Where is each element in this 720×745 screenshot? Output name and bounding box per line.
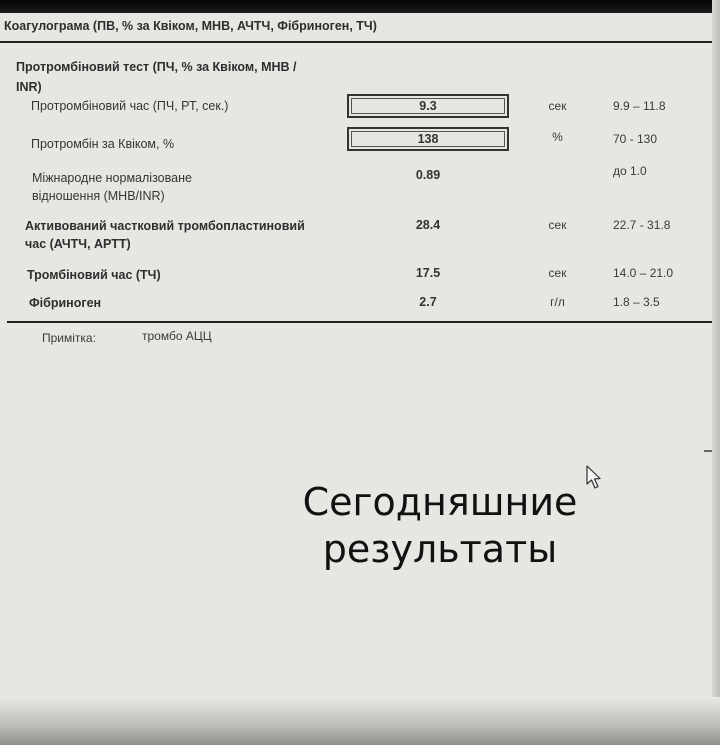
report-title: Коагулограма (ПВ, % за Квіком, МНВ, АЧТЧ, Фібриноген, ТЧ) — [4, 19, 377, 33]
row-value: 28.4 — [415, 218, 441, 232]
row-value: 0.89 — [415, 168, 441, 182]
row-value: 17.5 — [415, 266, 441, 280]
row-reference-range: 9.9 – 11.8 — [613, 99, 666, 113]
row-unit: % — [552, 130, 563, 144]
note-label: Примітка: — [42, 331, 96, 345]
note-value: тромбо АЦЦ — [142, 329, 212, 343]
row-reference-range: до 1.0 — [613, 164, 647, 178]
row-reference-range: 1.8 – 3.5 — [613, 295, 660, 309]
row-label: Протромбін за Квіком, % — [31, 137, 175, 151]
scroll-edge-mark — [704, 450, 712, 452]
overlay-caption-line: Сегодняшние — [302, 480, 578, 524]
row-unit: сек — [548, 266, 567, 280]
monitor-top-bezel — [0, 0, 720, 13]
row-unit: сек — [548, 99, 567, 113]
footer-divider — [7, 321, 712, 323]
row-value-box: 138 — [347, 127, 509, 151]
mouse-cursor-icon — [586, 465, 604, 491]
overlay-caption — [250, 479, 630, 573]
row-label: Фібриноген — [29, 296, 102, 310]
result-row-aptt — [0, 213, 712, 253]
monitor-right-bezel — [712, 0, 720, 745]
row-label: Міжнародне нормалізоване відношення (МНВ/INR) — [32, 171, 192, 203]
row-label: Протромбіновий час (ПЧ, РТ, сек.) — [31, 99, 229, 113]
lab-report-screen — [0, 13, 712, 697]
row-unit: г/л — [550, 295, 565, 309]
row-value-box: 9.3 — [347, 94, 509, 118]
row-label: Активований частковий тромбопластиновий час (АЧТЧ, АРТТ) — [25, 219, 305, 251]
row-reference-range: 70 - 130 — [613, 132, 658, 146]
section-title: Протромбіновий тест (ПЧ, % за Квіком, МНВ / INR) — [16, 60, 297, 94]
result-row-fibrinogen — [0, 290, 712, 330]
overlay-caption-line: результаты — [322, 527, 558, 571]
row-reference-range: 22.7 - 31.8 — [613, 218, 671, 232]
row-unit: сек — [548, 218, 567, 232]
row-reference-range: 14.0 – 21.0 — [613, 266, 674, 280]
report-header — [0, 13, 712, 43]
row-label: Тромбіновий час (ТЧ) — [27, 268, 161, 282]
row-value: 2.7 — [419, 295, 437, 309]
monitor-bottom-bezel — [0, 697, 720, 745]
result-row-inr — [0, 165, 712, 205]
